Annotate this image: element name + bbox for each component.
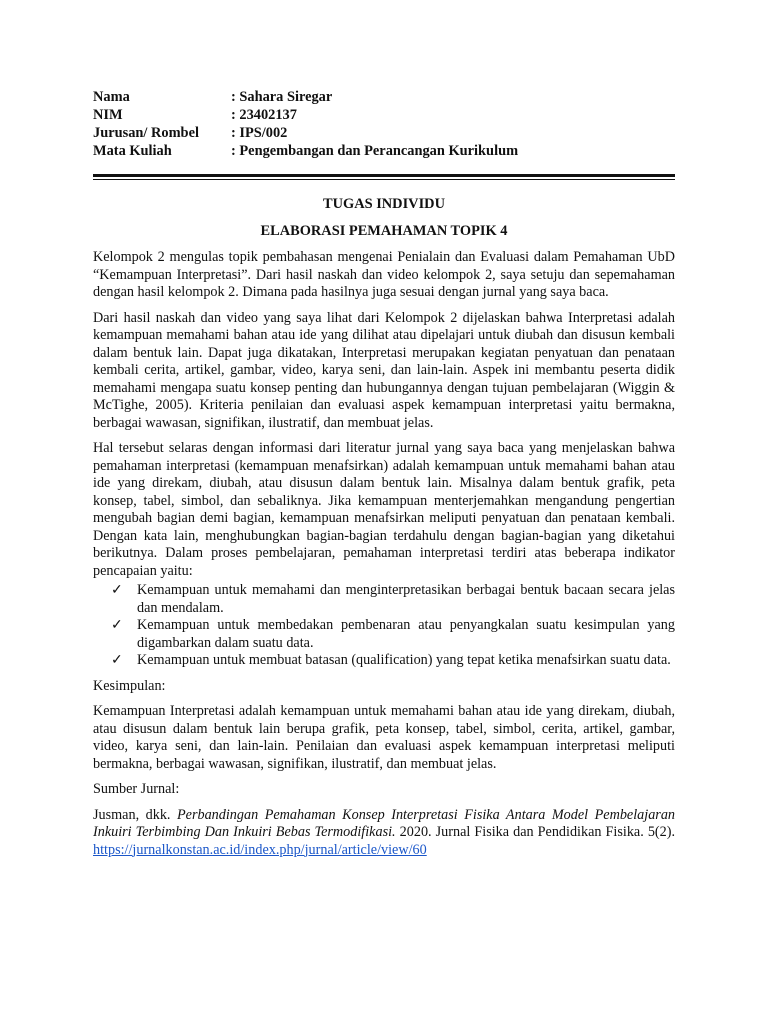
reference <box>93 807 675 860</box>
indicator-list <box>93 582 675 670</box>
list-item-text: Kemampuan untuk membuat batasan (qualification) yang tepat ketika menafsirkan suatu data. <box>137 652 671 668</box>
conclusion-label: Kesimpulan: <box>93 677 166 694</box>
reference-title: Perbandingan Pemahaman Konsep Interpretasi Fisika Antara Model Pembelajaran Inkuiri Terbimbing Dan Inkuiri Bebas Termodifikasi. <box>93 806 676 840</box>
label-jurusan: Jurusan/ Rombel <box>93 125 199 141</box>
value-nama: : Sahara Siregar <box>231 89 333 105</box>
reference-link[interactable]: https://jurnalkonstan.ac.id/index.php/jurnal/article/view/60 <box>93 841 427 858</box>
label-mata-kuliah: Mata Kuliah <box>93 143 172 159</box>
list-item-text: Kemampuan untuk memahami dan menginterpretasikan berbagai bentuk bacaan secara jelas dan mendalam. <box>137 582 675 616</box>
label-nama: Nama <box>93 89 130 105</box>
paragraph-2: Dari hasil naskah dan video yang saya lihat dari Kelompok 2 dijelaskan bahwa Interpretasi adalah kemampuan memahami bahan atau ide yang dilihat atau dipelajari untuk diubah dan disusun kembali dalam bentuk lain. Dapat juga dikatakan, Interpretasi merupakan kegiatan penyatuan dan penataan kembali cerita, artikel, gambar, video, karya seni, dan lain-lain. Aspek ini membantu peserta didik memahami mengapa suatu konsep penting dan hubungannya dengan tujuan pembelajaran (Wiggin & McTighe, 2005). Kriteria penilaian dan evaluasi aspek kemampuan interpretasi yaitu bermakna, berbagai wawasan, signifikan, ilustratif, dan membuat jelas. <box>93 309 675 431</box>
source-label: Sumber Jurnal: <box>93 781 180 797</box>
list-item <box>93 617 675 652</box>
list-item-text: Kemampuan untuk membedakan pembenaran atau penyangkalan suatu kesimpulan yang digambarkan dalam suatu data. <box>137 617 675 651</box>
paragraph-1: Kelompok 2 mengulas topik pembahasan mengenai Penialain dan Evaluasi dalam Pemahaman UbD “Kemampuan Interpretasi”. Dari hasil naskah dan video kelompok 2, saya setuju dan sepemahaman dengan hasil kelompok 2. Dimana pada hasilnya juga sesuai dengan jurnal yang saya baca. <box>93 249 675 300</box>
doc-title: TUGAS INDIVIDU <box>323 196 445 212</box>
header-divider-thick <box>93 174 675 177</box>
header-divider-thin <box>93 179 675 180</box>
list-item <box>93 582 675 617</box>
paragraph-3: Hal tersebut selaras dengan informasi dari literatur jurnal yang saya baca yang menjelaskan bahwa pemahaman interpretasi (kemampuan menafsirkan) adalah kemampuan untuk memahami bahan atau ide yang direkam, diubah, atau disusun dalam bentuk lain. Misalnya dalam bentuk grafik, peta konsep, tabel, simbol, dan sebaliknya. Jika kemampuan menterjemahkan mengandung pengertian mengubah bagian demi bagian, kemampuan menafsirkan meliputi penyatuan dan penataan kembali. Dengan kata lain, menghubungkan bagian-bagian terdahulu dengan bagian-bagian yang diketahui berikutnya. Dalam proses pembelajaran, pemahaman interpretasi terdiri atas beberapa indikator pencapaian yaitu: <box>93 440 675 579</box>
value-nim: : 23402137 <box>231 107 297 123</box>
checkmark-icon: ✓ <box>111 617 123 633</box>
checkmark-icon: ✓ <box>111 582 123 598</box>
label-nim: NIM <box>93 107 123 123</box>
value-mata-kuliah: : Pengembangan dan Perancangan Kurikulum <box>231 143 519 159</box>
identity-header <box>93 88 675 160</box>
doc-subtitle: ELABORASI PEMAHAMAN TOPIK 4 <box>260 223 508 239</box>
reference-details: 2020. Jurnal Fisika dan Pendidikan Fisika. 5(2). <box>399 824 676 840</box>
reference-authors: Jusman, dkk. <box>93 806 171 823</box>
conclusion-text: Kemampuan Interpretasi adalah kemampuan untuk memahami bahan atau ide yang direkam, diubah, atau disusun dalam bentuk lain berupa grafik, peta konsep, tabel, simbol, cerita, artikel, gambar, video, karya seni, dan lain-lain. Penilaian dan evaluasi aspek kemampuan interpretasi meliputi bermakna, berbagai wawasan, signifikan, ilustratif, dan membuat jelas. <box>93 703 675 772</box>
document-page <box>93 88 675 859</box>
list-item <box>93 652 675 670</box>
checkmark-icon: ✓ <box>111 652 123 668</box>
value-jurusan: : IPS/002 <box>231 125 288 141</box>
